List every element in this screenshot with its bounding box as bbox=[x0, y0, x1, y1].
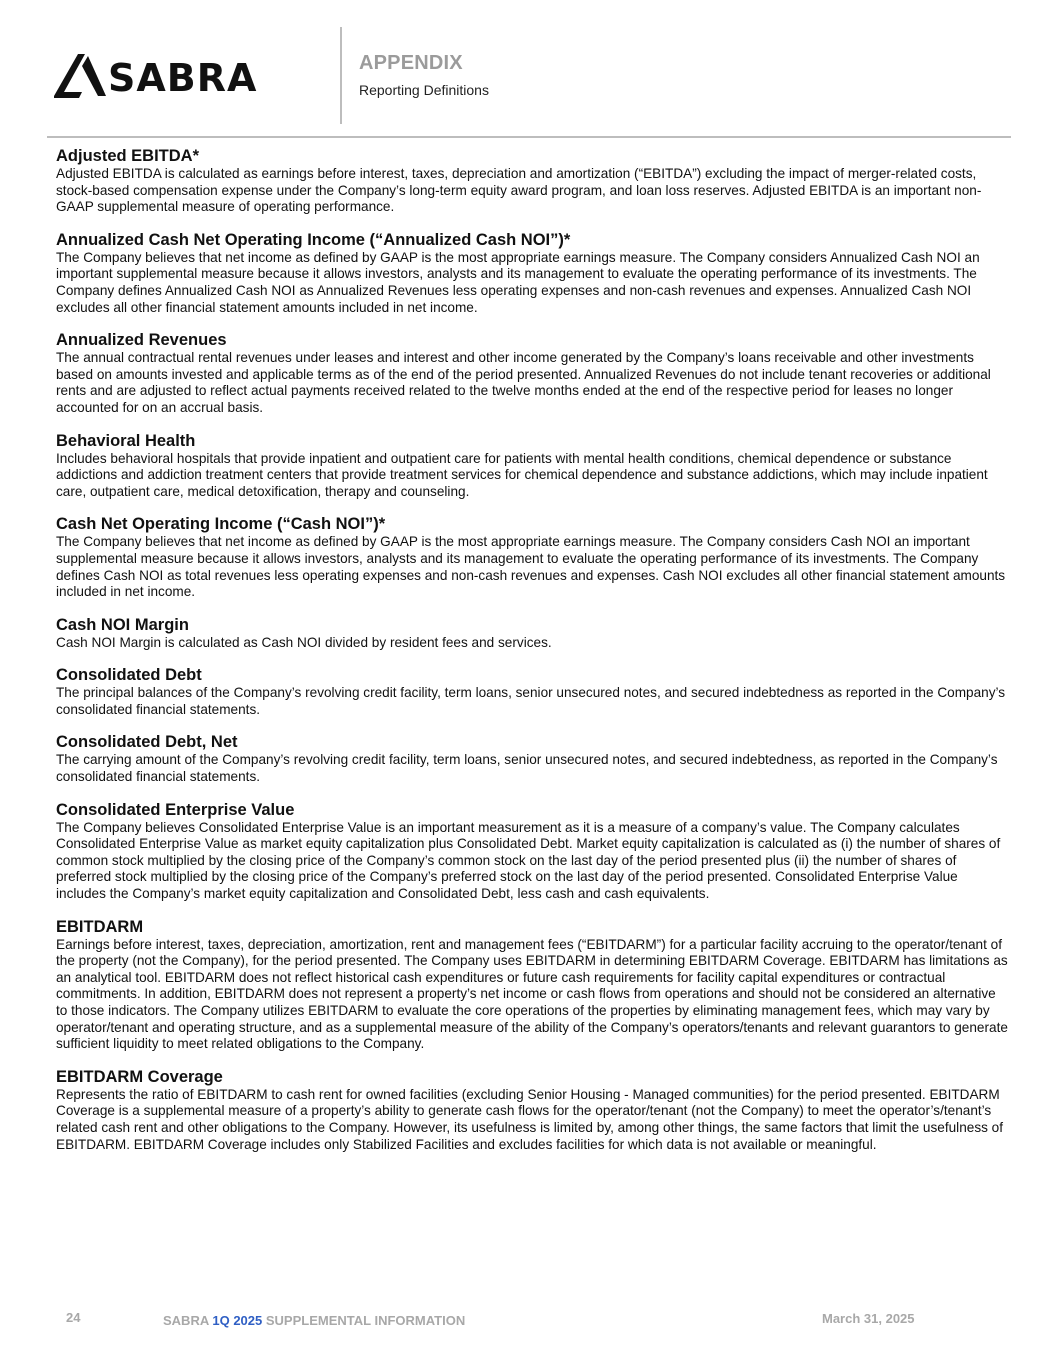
definition-term: EBITDARM Coverage bbox=[56, 1067, 223, 1086]
header-divider bbox=[340, 27, 342, 124]
definition-term: Adjusted EBITDA* bbox=[56, 147, 200, 165]
definition-text: The carrying amount of the Company’s revolving credit facility, term loans, senior unsecured notes, and secured indebtedness, as reported in the Company’s consolidated financial statements. bbox=[56, 752, 998, 785]
definition-text: Cash NOI Margin is calculated as Cash NOI divided by resident fees and services. bbox=[56, 634, 552, 650]
definition-annualized-revenues bbox=[56, 330, 1008, 416]
definition-term: Annualized Cash Net Operating Income (“Annualized Cash NOI”)* bbox=[56, 230, 571, 249]
definitions-list bbox=[56, 146, 1008, 1167]
definition-text: Earnings before interest, taxes, depreciation, amortization, rent and management fees (“EBITDARM”) for a particular facility accruing to the operator/tenant of the property (not the Company), for the period presented. The Company uses EBITDARM in determining EBITDARM Coverage. EBITDARM has limitations as an analytical tool. EBITDARM does not reflect historical cash expenditures or future cash requirements for facility capital expenditures or contractual commitments. In addition, EBITDARM does not represent a property’s net income or cash flows from operations and should not be considered an alternative to those indicators. The Company utilizes EBITDARM to evaluate the core operations of the properties by eliminating management fees, which may vary by operator/tenant and operating structure, and as a supplemental measure of the ability of the Company’s operators/tenants and relevant guarantors to generate sufficient liquidity to meet related obligations to the Company. bbox=[56, 936, 1008, 1052]
definition-adjusted-ebitda bbox=[56, 146, 1008, 216]
definition-annualized-cash-noi bbox=[56, 230, 1008, 316]
definition-text: Includes behavioral hospitals that provide inpatient and outpatient care for patients with mental health conditions, chemical dependence or substance addictions and addiction treatment centers that provide treatment services for chemical dependence and substance addictions, which may include inpatient care, outpatient care, medical detoxification, therapy and counseling. bbox=[56, 450, 988, 499]
definition-text: The Company believes that net income as defined by GAAP is the most appropriate earnings measure. The Company considers Cash NOI an important supplemental measure because it allows investors, analysts and its management to evaluate the operating performance of its investments. The Company defines Cash NOI as total revenues less operating expenses and non-cash revenues and expenses. Cash NOI excludes all other financial statement amounts included in net income. bbox=[56, 534, 1006, 600]
footer-document-title bbox=[163, 1313, 465, 1328]
footer-doc-title: SUPPLEMENTAL INFORMATION bbox=[265, 1313, 466, 1328]
definition-term: Consolidated Debt, Net bbox=[56, 733, 238, 752]
definition-term: Consolidated Enterprise Value bbox=[56, 800, 295, 819]
definition-text: The Company believes that net income as defined by GAAP is the most appropriate earnings measure. The Company considers Annualized Cash NOI an important supplemental measure because it allows investors, analysts and its management to evaluate the operating performance of its investments. The Company defines Annualized Cash NOI as Annualized Revenues less operating expenses and non-cash revenues and expenses. Annualized Cash NOI excludes all other financial statement amounts included in net income. bbox=[56, 249, 980, 315]
page-number: 24 bbox=[66, 1310, 81, 1325]
definition-text: The annual contractual rental revenues under leases and interest and other income generated by the Company’s loans receivable and other investments based on amounts invested and applicable terms as of the end of the period presented. Annualized Revenues do not include tenant recoveries or additional rents and are adjusted to reflect actual payments received related to the twelve months ended at the end of the respective period for leases no longer accounted for on an accrual basis. bbox=[56, 350, 991, 415]
definition-text: The principal balances of the Company’s revolving credit facility, term loans, senior unsecured notes, and secured indebtedness as reported in the Company’s consolidated financial statements. bbox=[56, 685, 1006, 717]
sabra-logo bbox=[52, 52, 297, 100]
footer-date: March 31, 2025 bbox=[822, 1311, 915, 1326]
definition-ebitdarm bbox=[56, 917, 1008, 1053]
definition-ebitdarm-coverage bbox=[56, 1067, 1008, 1153]
definition-term: Cash NOI Margin bbox=[56, 615, 189, 634]
definition-text: The Company believes Consolidated Enterprise Value is an important measurement as it is a measure of a company’s value. The Company calculates Consolidated Enterprise Value as market equity capitalization plus Consolidated Debt. Market equity capitalization is calculated as (i) the number of shares of common stock multiplied by the closing price of the Company’s common stock on the last day of the period presented plus (ii) the number of shares of preferred stock multiplied by the closing price of the Company’s preferred stock on the last day of the period presented. Consolidated Enterprise Value includes the Company’s market equity capitalization and Consolidated Debt, less cash and cash equivalents. bbox=[56, 819, 1001, 902]
definition-cash-noi bbox=[56, 514, 1008, 600]
definition-consolidated-debt-net bbox=[56, 732, 1008, 785]
definition-text: Adjusted EBITDA is calculated as earnings before interest, taxes, depreciation and amortization (“EBITDA”) excluding the impact of merger-related costs, stock-based compensation expense under the Company’s long-term equity award program, and loan loss reserves. Adjusted EBITDA is an important non-GAAP supplemental measure of operating performance. bbox=[56, 166, 982, 215]
footer-company: SABRA bbox=[163, 1313, 209, 1328]
definition-consolidated-debt bbox=[56, 665, 1008, 718]
header-rule bbox=[47, 136, 1011, 138]
definition-term: Consolidated Debt bbox=[56, 666, 202, 685]
section-subtitle: Reporting Definitions bbox=[359, 82, 489, 98]
logo-wordmark: SABRA bbox=[108, 56, 258, 100]
page-header bbox=[0, 0, 1055, 140]
definition-term: Annualized Revenues bbox=[56, 331, 227, 350]
definition-term: Behavioral Health bbox=[56, 431, 196, 450]
definition-term: Cash Net Operating Income (“Cash NOI”)* bbox=[56, 515, 386, 534]
definition-behavioral-health bbox=[56, 431, 1008, 501]
definition-text: Represents the ratio of EBITDARM to cash rent for owned facilities (excluding Senior Housing - Managed communities) for the period presented. EBITDARM Coverage is a supplemental measure of a property’s ability to generate cash flows for the operator/tenant (not the Company) to meet the operator’s/tenant’s related cash rent and other obligations to the Company. However, its usefulness is limited by, among other things, the same factors that limit the usefulness of EBITDARM. EBITDARM Coverage includes only Stabilized Facilities and excludes facilities for which data is not available or meaningful. bbox=[56, 1086, 1004, 1152]
section-label: APPENDIX bbox=[359, 52, 463, 74]
definition-term: EBITDARM bbox=[56, 917, 144, 936]
footer-period: 1Q 2025 bbox=[212, 1313, 263, 1328]
definition-consolidated-enterprise-value bbox=[56, 800, 1008, 903]
definition-cash-noi-margin bbox=[56, 615, 1008, 652]
